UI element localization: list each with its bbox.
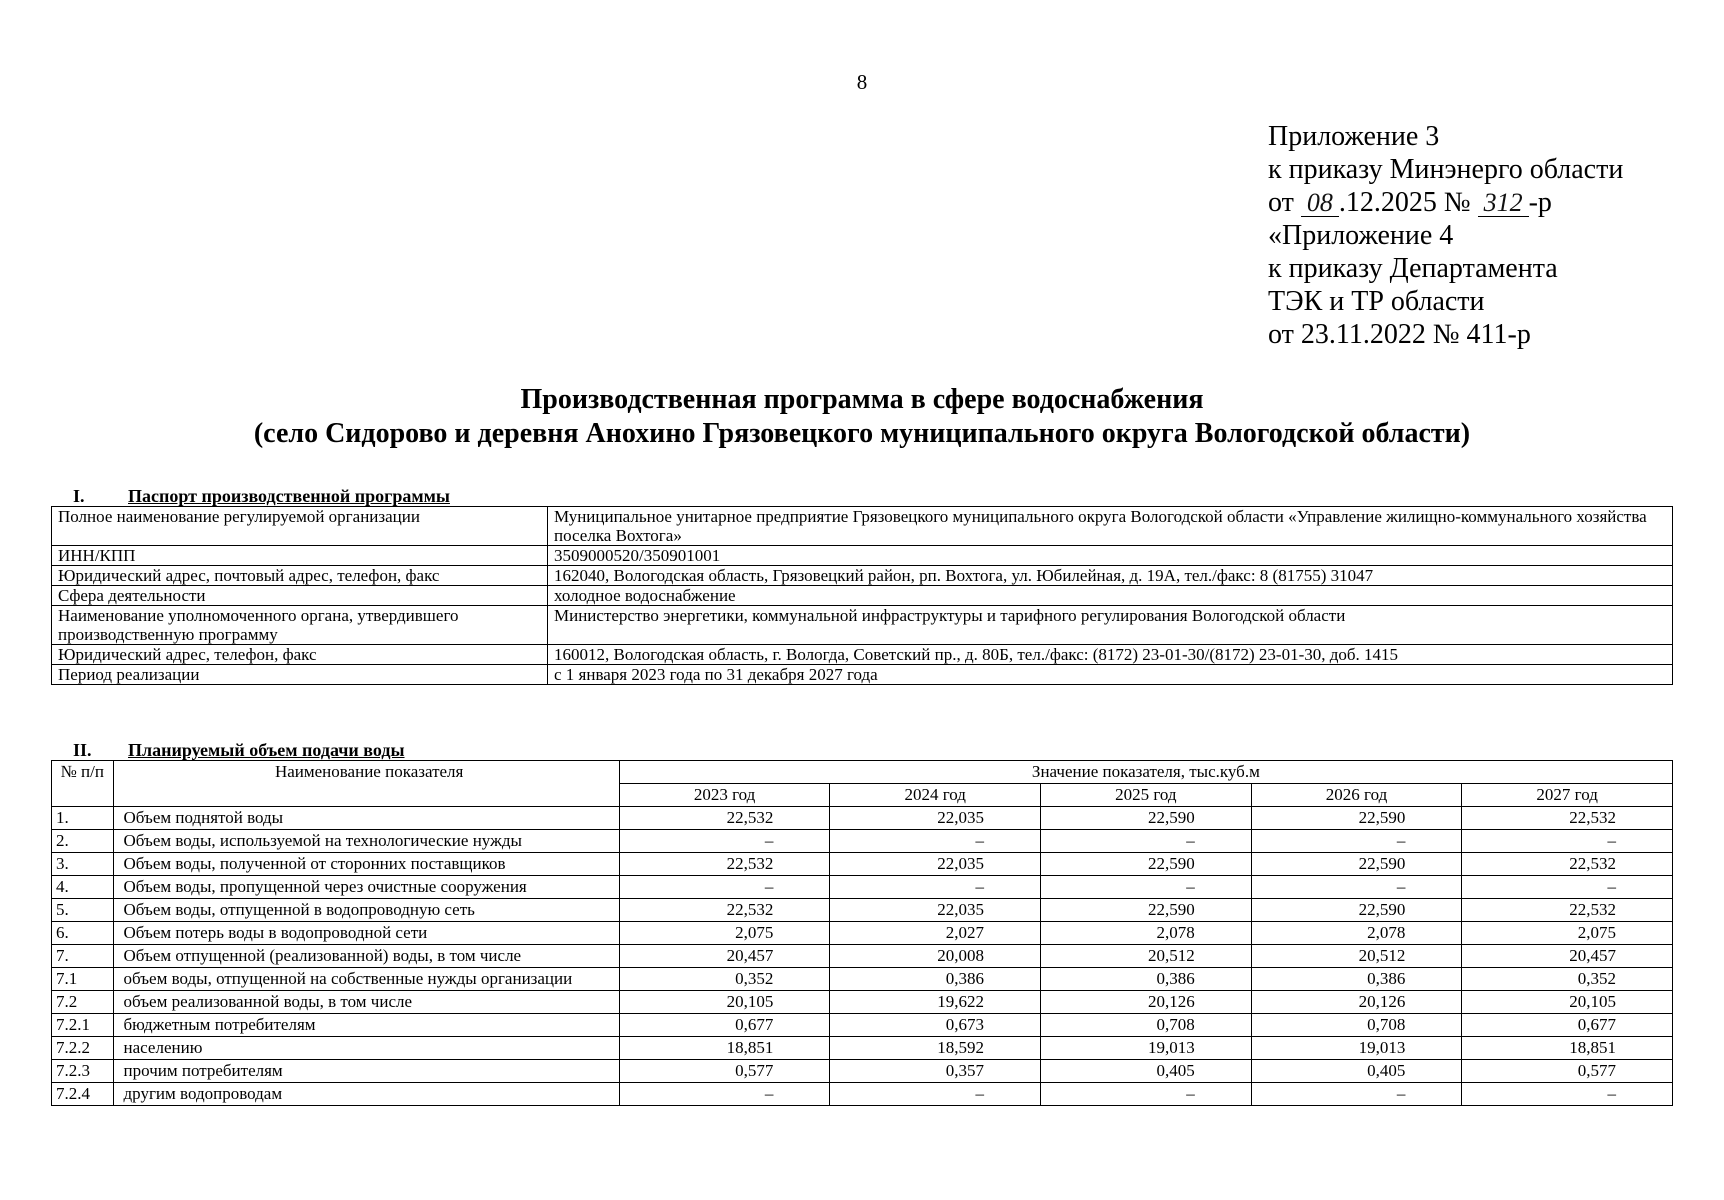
value-cell: –: [1041, 876, 1252, 899]
appendix-line: Приложение 3: [1268, 121, 1440, 152]
passport-value: с 1 января 2023 года по 31 декабря 2027 года: [548, 665, 1673, 685]
page-number: 8: [856, 70, 868, 94]
value-cell: 22,532: [1462, 807, 1673, 830]
value-cell: 19,622: [830, 991, 1041, 1014]
water-volume-table: [51, 760, 1673, 1106]
section-title: Паспорт производственной программы: [128, 486, 450, 506]
value-cell: 0,708: [1041, 1014, 1252, 1037]
passport-value: Министерство энергетики, коммунальной инфраструктуры и тарифного регулирования Вологодской области: [548, 606, 1673, 645]
value-cell: –: [1462, 830, 1673, 853]
indicator-name: Объем воды, используемой на технологические нужды: [113, 830, 619, 853]
row-number: 3.: [52, 853, 114, 876]
value-cell: 2,027: [830, 922, 1041, 945]
value-cell: 0,357: [830, 1060, 1041, 1083]
table-row: [52, 991, 1673, 1014]
indicator-name: населению: [113, 1037, 619, 1060]
value-cell: 2,078: [1041, 922, 1252, 945]
passport-value: 160012, Вологодская область, г. Вологда, Советский пр., д. 80Б, тел./факс: (8172) 23-01-30/(8172) 23-01-30, доб. 1415: [548, 645, 1673, 665]
value-cell: 20,008: [830, 945, 1041, 968]
value-cell: 20,512: [1251, 945, 1462, 968]
value-cell: –: [1041, 830, 1252, 853]
value-cell: 0,405: [1251, 1060, 1462, 1083]
row-number: 7.: [52, 945, 114, 968]
value-cell: 20,457: [619, 945, 830, 968]
table-row: [52, 546, 1673, 566]
section-2-heading: [73, 740, 405, 761]
value-cell: 0,352: [619, 968, 830, 991]
row-number: 7.1: [52, 968, 114, 991]
value-cell: 0,405: [1041, 1060, 1252, 1083]
value-cell: –: [619, 1083, 830, 1106]
row-number: 7.2: [52, 991, 114, 1014]
passport-table: [51, 506, 1673, 685]
value-cell: 0,386: [1251, 968, 1462, 991]
passport-label: Сфера деятельности: [52, 586, 548, 606]
passport-value: 3509000520/350901001: [548, 546, 1673, 566]
appendix-line: от 23.11.2022 № 411-р: [1268, 319, 1531, 350]
appendix-block: [1268, 120, 1623, 351]
row-number: 7.2.2: [52, 1037, 114, 1060]
row-number: 2.: [52, 830, 114, 853]
value-cell: 22,590: [1041, 853, 1252, 876]
passport-value: холодное водоснабжение: [548, 586, 1673, 606]
appendix-line: к приказу Департамента: [1268, 253, 1558, 284]
value-cell: 22,532: [619, 807, 830, 830]
value-cell: 20,126: [1251, 991, 1462, 1014]
value-cell: –: [1251, 1083, 1462, 1106]
row-number: 5.: [52, 899, 114, 922]
appendix-line: к приказу Минэнерго области: [1268, 154, 1624, 185]
appendix-order-line: [1268, 186, 1623, 219]
table-row: [52, 1083, 1673, 1106]
row-number: 7.2.3: [52, 1060, 114, 1083]
table-row: [52, 586, 1673, 606]
value-cell: 20,105: [1462, 991, 1673, 1014]
year-header: 2024 год: [830, 784, 1041, 807]
row-number: 7.2.1: [52, 1014, 114, 1037]
value-cell: 0,673: [830, 1014, 1041, 1037]
value-cell: 22,590: [1251, 853, 1462, 876]
value-cell: 18,851: [619, 1037, 830, 1060]
value-cell: –: [1251, 876, 1462, 899]
handwritten-day: 08: [1301, 190, 1339, 217]
year-header: 2027 год: [1462, 784, 1673, 807]
value-cell: 22,035: [830, 807, 1041, 830]
value-cell: 22,035: [830, 853, 1041, 876]
value-cell: 18,592: [830, 1037, 1041, 1060]
document-title: [0, 383, 1724, 451]
table-row: [52, 853, 1673, 876]
passport-label: Полное наименование регулируемой организации: [52, 507, 548, 546]
value-cell: 0,386: [830, 968, 1041, 991]
indicator-name: Объем отпущенной (реализованной) воды, в том числе: [113, 945, 619, 968]
appendix-suffix: -р: [1528, 187, 1552, 218]
title-line-2: (село Сидорово и деревня Анохино Грязовецкого муниципального округа Вологодской области): [253, 418, 1471, 449]
value-cell: 0,677: [1462, 1014, 1673, 1037]
value-cell: 22,532: [619, 899, 830, 922]
col-header-name: Наименование показателя: [113, 761, 619, 807]
value-cell: 20,457: [1462, 945, 1673, 968]
value-cell: 22,035: [830, 899, 1041, 922]
table-row: [52, 507, 1673, 546]
value-cell: 20,126: [1041, 991, 1252, 1014]
indicator-name: объем воды, отпущенной на собственные нужды организации: [113, 968, 619, 991]
table-row: [52, 606, 1673, 645]
value-cell: 0,708: [1251, 1014, 1462, 1037]
col-header-num: № п/п: [52, 761, 114, 807]
value-cell: 20,105: [619, 991, 830, 1014]
appendix-prefix: от: [1268, 187, 1294, 218]
table-header-row: [52, 761, 1673, 784]
table-row: [52, 922, 1673, 945]
table-row: [52, 566, 1673, 586]
passport-label: Период реализации: [52, 665, 548, 685]
table-row: [52, 645, 1673, 665]
value-cell: 2,078: [1251, 922, 1462, 945]
passport-value: Муниципальное унитарное предприятие Грязовецкого муниципального округа Вологодской области «Управление жилищно-коммунального хозяйства поселка Вохтога»: [548, 507, 1673, 546]
indicator-name: Объем воды, отпущенной в водопроводную сеть: [113, 899, 619, 922]
table-row: [52, 945, 1673, 968]
passport-value: 162040, Вологодская область, Грязовецкий район, рп. Вохтога, ул. Юбилейная, д. 19А, тел./факс: 8 (81755) 31047: [548, 566, 1673, 586]
value-cell: –: [1462, 876, 1673, 899]
table-row: [52, 1014, 1673, 1037]
appendix-date: .12.2025 №: [1338, 187, 1471, 218]
table-row: [52, 876, 1673, 899]
row-number: 6.: [52, 922, 114, 945]
value-cell: 19,013: [1041, 1037, 1252, 1060]
value-cell: 0,352: [1462, 968, 1673, 991]
section-title: Планируемый объем подачи воды: [128, 740, 405, 760]
passport-label: Юридический адрес, почтовый адрес, телефон, факс: [52, 566, 548, 586]
value-cell: 22,532: [1462, 899, 1673, 922]
value-cell: –: [619, 830, 830, 853]
year-header: 2023 год: [619, 784, 830, 807]
appendix-line: ТЭК и ТР области: [1268, 286, 1485, 317]
table-row: [52, 1037, 1673, 1060]
value-cell: –: [619, 876, 830, 899]
indicator-name: прочим потребителям: [113, 1060, 619, 1083]
value-cell: 0,677: [619, 1014, 830, 1037]
value-cell: –: [1251, 830, 1462, 853]
indicator-name: Объем потерь воды в водопроводной сети: [113, 922, 619, 945]
row-number: 1.: [52, 807, 114, 830]
value-cell: 22,532: [619, 853, 830, 876]
value-cell: –: [830, 830, 1041, 853]
value-cell: 22,590: [1041, 899, 1252, 922]
value-cell: –: [1041, 1083, 1252, 1106]
section-1-heading: [73, 486, 450, 507]
section-number: I.: [73, 486, 85, 506]
value-cell: 2,075: [1462, 922, 1673, 945]
indicator-name: объем реализованной воды, в том числе: [113, 991, 619, 1014]
row-number: 7.2.4: [52, 1083, 114, 1106]
table-row: [52, 899, 1673, 922]
value-cell: 0,577: [1462, 1060, 1673, 1083]
value-cell: 18,851: [1462, 1037, 1673, 1060]
indicator-name: другим водопроводам: [113, 1083, 619, 1106]
table-row: [52, 807, 1673, 830]
table-row: [52, 665, 1673, 685]
year-header: 2025 год: [1041, 784, 1252, 807]
indicator-name: Объем воды, полученной от сторонних поставщиков: [113, 853, 619, 876]
value-cell: 19,013: [1251, 1037, 1462, 1060]
value-cell: 20,512: [1041, 945, 1252, 968]
row-number: 4.: [52, 876, 114, 899]
value-cell: –: [1462, 1083, 1673, 1106]
title-line-1: Производственная программа в сфере водоснабжения: [520, 384, 1204, 415]
indicator-name: бюджетным потребителям: [113, 1014, 619, 1037]
value-cell: 22,532: [1462, 853, 1673, 876]
handwritten-order-number: 312: [1478, 190, 1529, 217]
value-cell: 0,577: [619, 1060, 830, 1083]
section-number: II.: [73, 740, 92, 760]
value-cell: 0,386: [1041, 968, 1252, 991]
table-row: [52, 968, 1673, 991]
indicator-name: Объем поднятой воды: [113, 807, 619, 830]
value-cell: 22,590: [1251, 807, 1462, 830]
value-cell: 22,590: [1041, 807, 1252, 830]
passport-label: ИНН/КПП: [52, 546, 548, 566]
value-cell: –: [830, 876, 1041, 899]
table-row: [52, 830, 1673, 853]
value-cell: 22,590: [1251, 899, 1462, 922]
indicator-name: Объем воды, пропущенной через очистные сооружения: [113, 876, 619, 899]
passport-label: Наименование уполномоченного органа, утвердившего производственную программу: [52, 606, 548, 645]
appendix-line: «Приложение 4: [1268, 220, 1454, 251]
value-cell: 2,075: [619, 922, 830, 945]
passport-label: Юридический адрес, телефон, факс: [52, 645, 548, 665]
col-header-value: Значение показателя, тыс.куб.м: [619, 761, 1672, 784]
value-cell: –: [830, 1083, 1041, 1106]
table-row: [52, 1060, 1673, 1083]
year-header: 2026 год: [1251, 784, 1462, 807]
